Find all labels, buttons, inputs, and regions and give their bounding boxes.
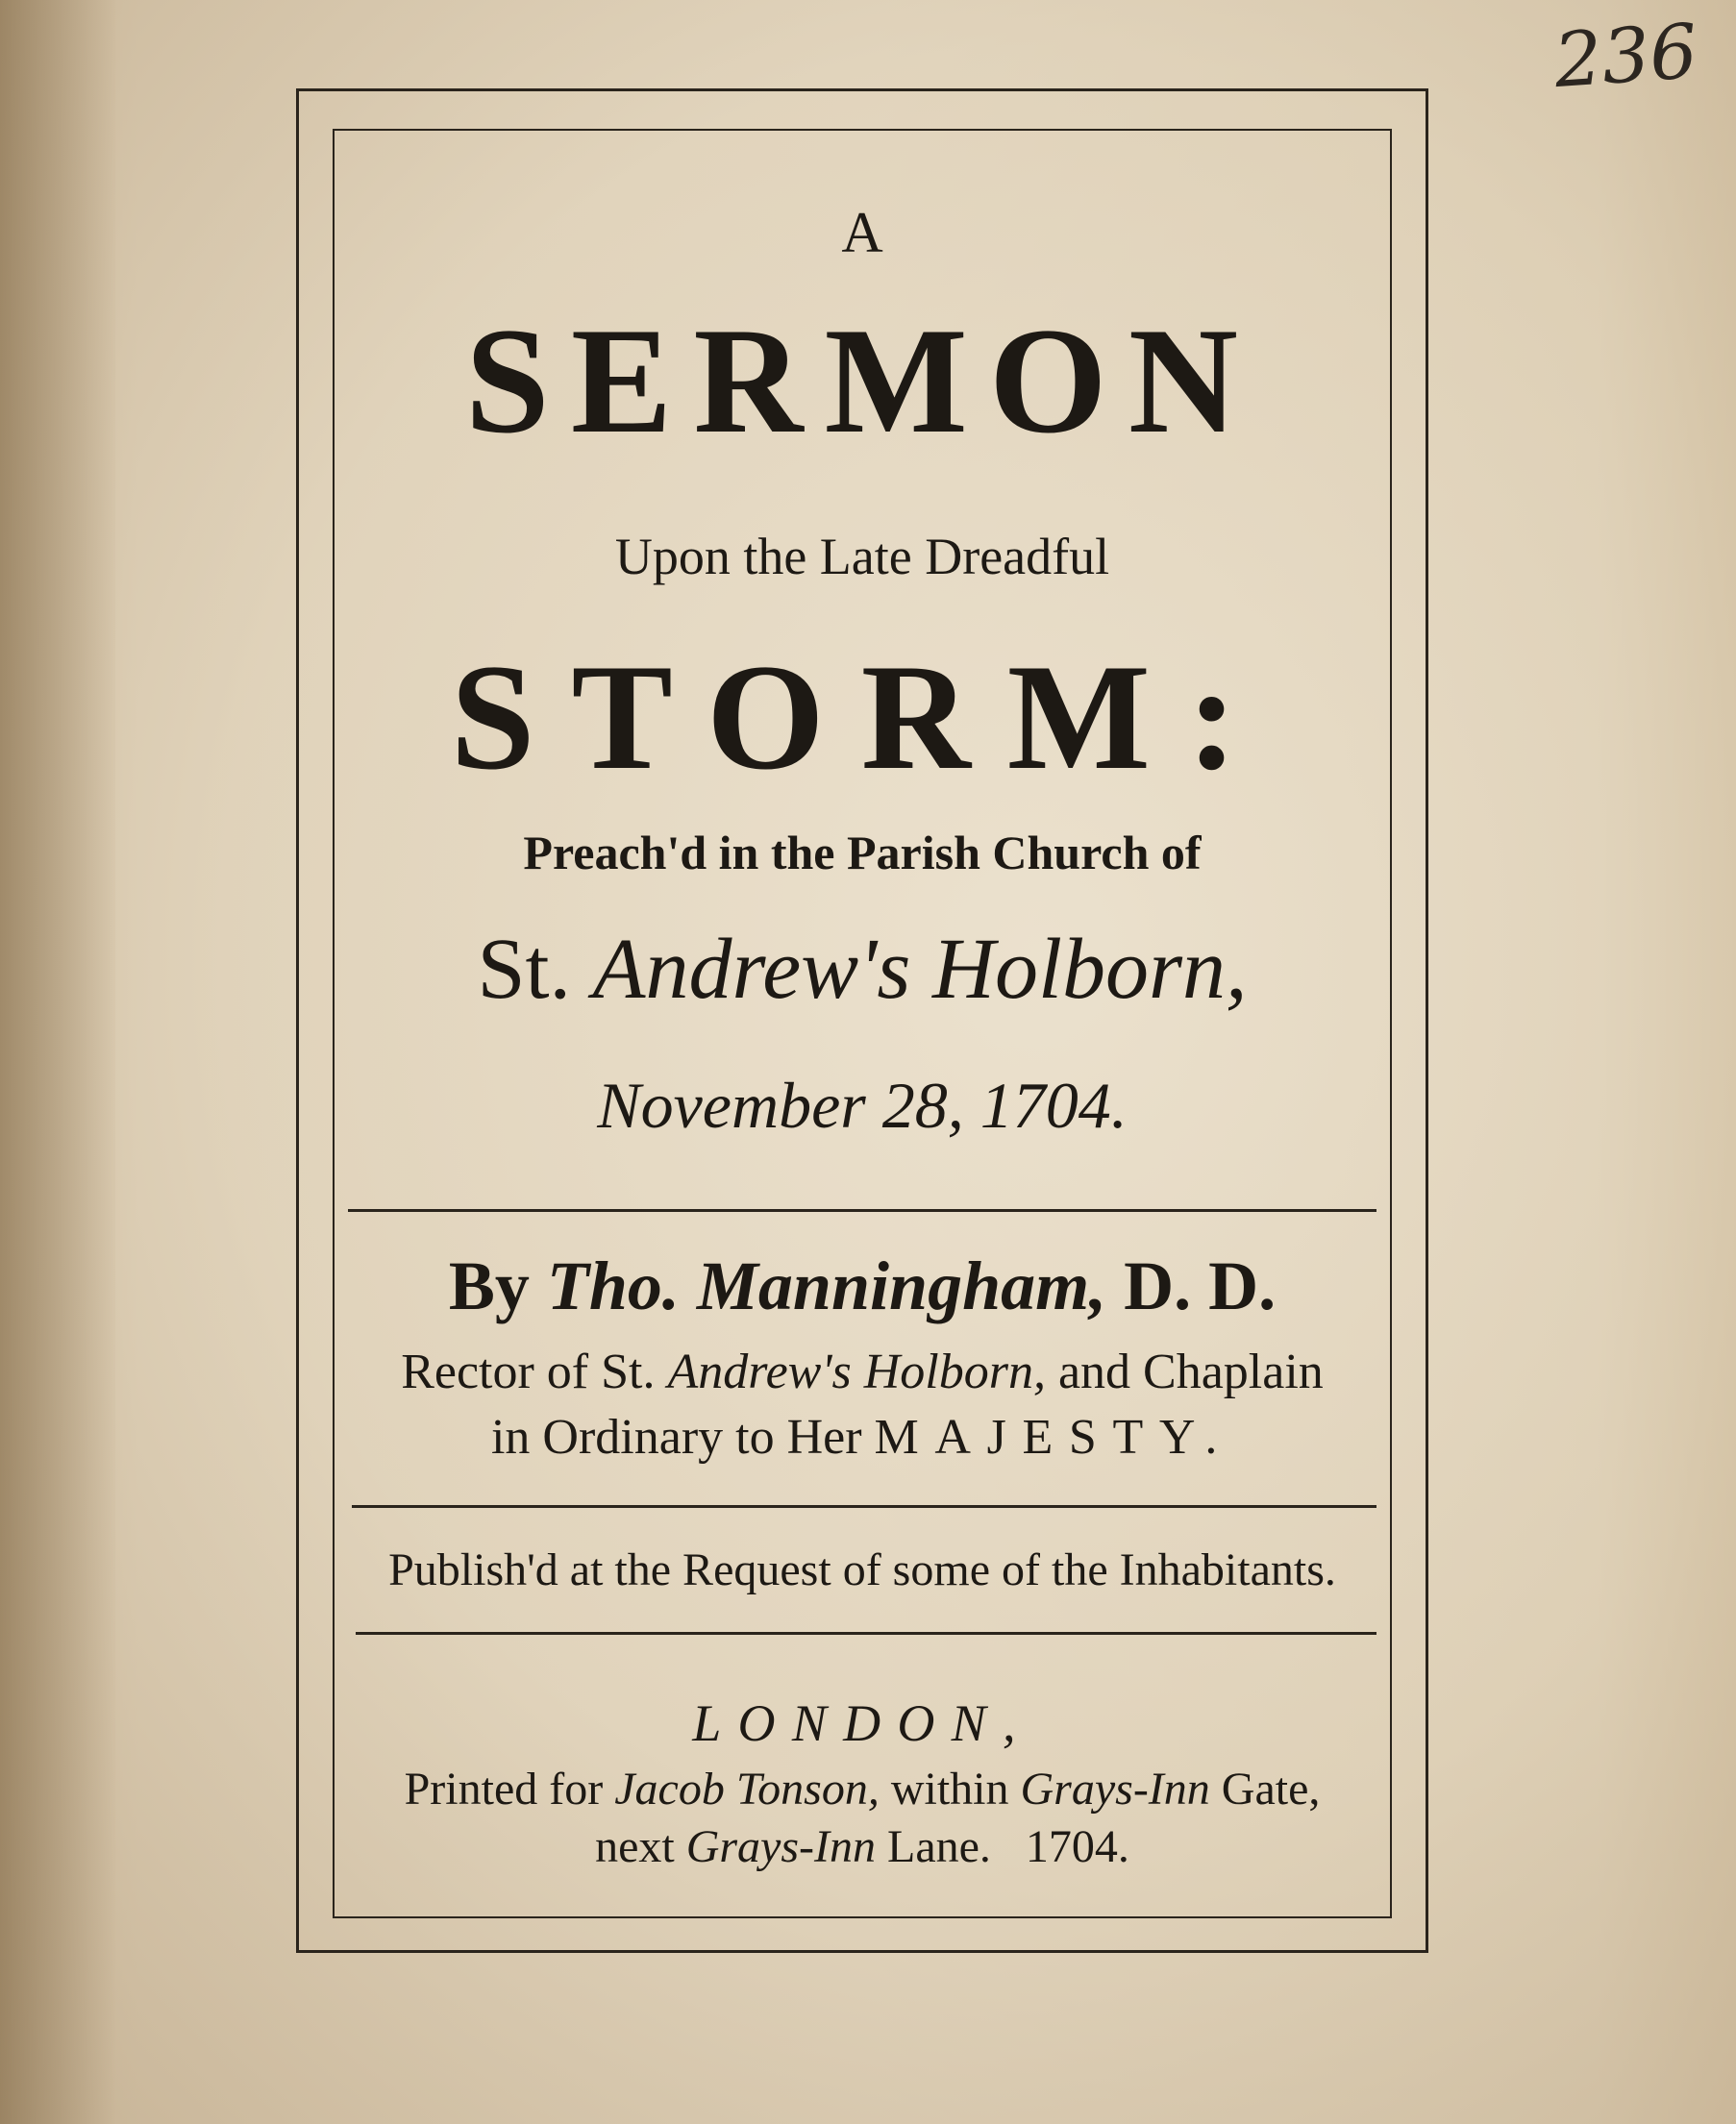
author-line [333,1247,1392,1324]
author-degree: D. D. [1124,1247,1277,1324]
imprint-line-2 [333,1821,1392,1872]
imprint-line-1 [333,1766,1392,1813]
office-rector: Rector of St. [401,1345,656,1399]
office-ordinary: in Ordinary to Her [490,1410,862,1465]
author-name: Tho. Manningham, [546,1247,1107,1324]
imprint-lane-year: Lane. 1704. [887,1821,1129,1872]
title-sermon: SERMON [464,297,1260,465]
imprint-grays-inn-2: Grays-Inn [685,1821,876,1872]
office-majesty: MAJESTY. [874,1410,1233,1465]
sermon-date: November 28, 1704. [597,1069,1128,1142]
divider-rule-2 [352,1505,1376,1508]
manuscript-number: 236 [1551,8,1700,106]
author-by: By [448,1247,530,1324]
title-article: A [841,201,883,264]
office-line-2 [333,1410,1392,1465]
office-holborn: Holborn, [863,1345,1046,1399]
worn-spine-edge [0,0,115,2124]
church-name [333,922,1392,1017]
office-line-1 [333,1347,1392,1397]
church-st: St. [477,922,572,1017]
imprint-grays-inn: Grays-Inn [1020,1764,1210,1815]
title-storm: STORM: [450,633,1275,802]
preached-line: Preach'd in the Parish Church of [523,826,1202,879]
imprint-printed-for: Printed for [404,1764,604,1815]
divider-rule-3 [356,1632,1376,1635]
imprint-gate: Gate, [1221,1764,1321,1815]
church-andrews: Andrew's [592,922,911,1017]
office-chaplain: and Chaplain [1057,1345,1324,1399]
imprint-next: next [595,1821,675,1872]
title-subtitle: Upon the Late Dreadful [614,528,1110,585]
imprint-city: LONDON, [692,1694,1032,1752]
published-note: Publish'd at the Request of some of the Inhabitants. [388,1544,1336,1595]
office-andrews: Andrew's [667,1345,852,1399]
divider-rule-1 [348,1209,1376,1212]
church-holborn: Holborn, [931,922,1248,1017]
imprint-within: within [890,1764,1009,1815]
imprint-printer: Jacob Tonson, [614,1764,880,1815]
